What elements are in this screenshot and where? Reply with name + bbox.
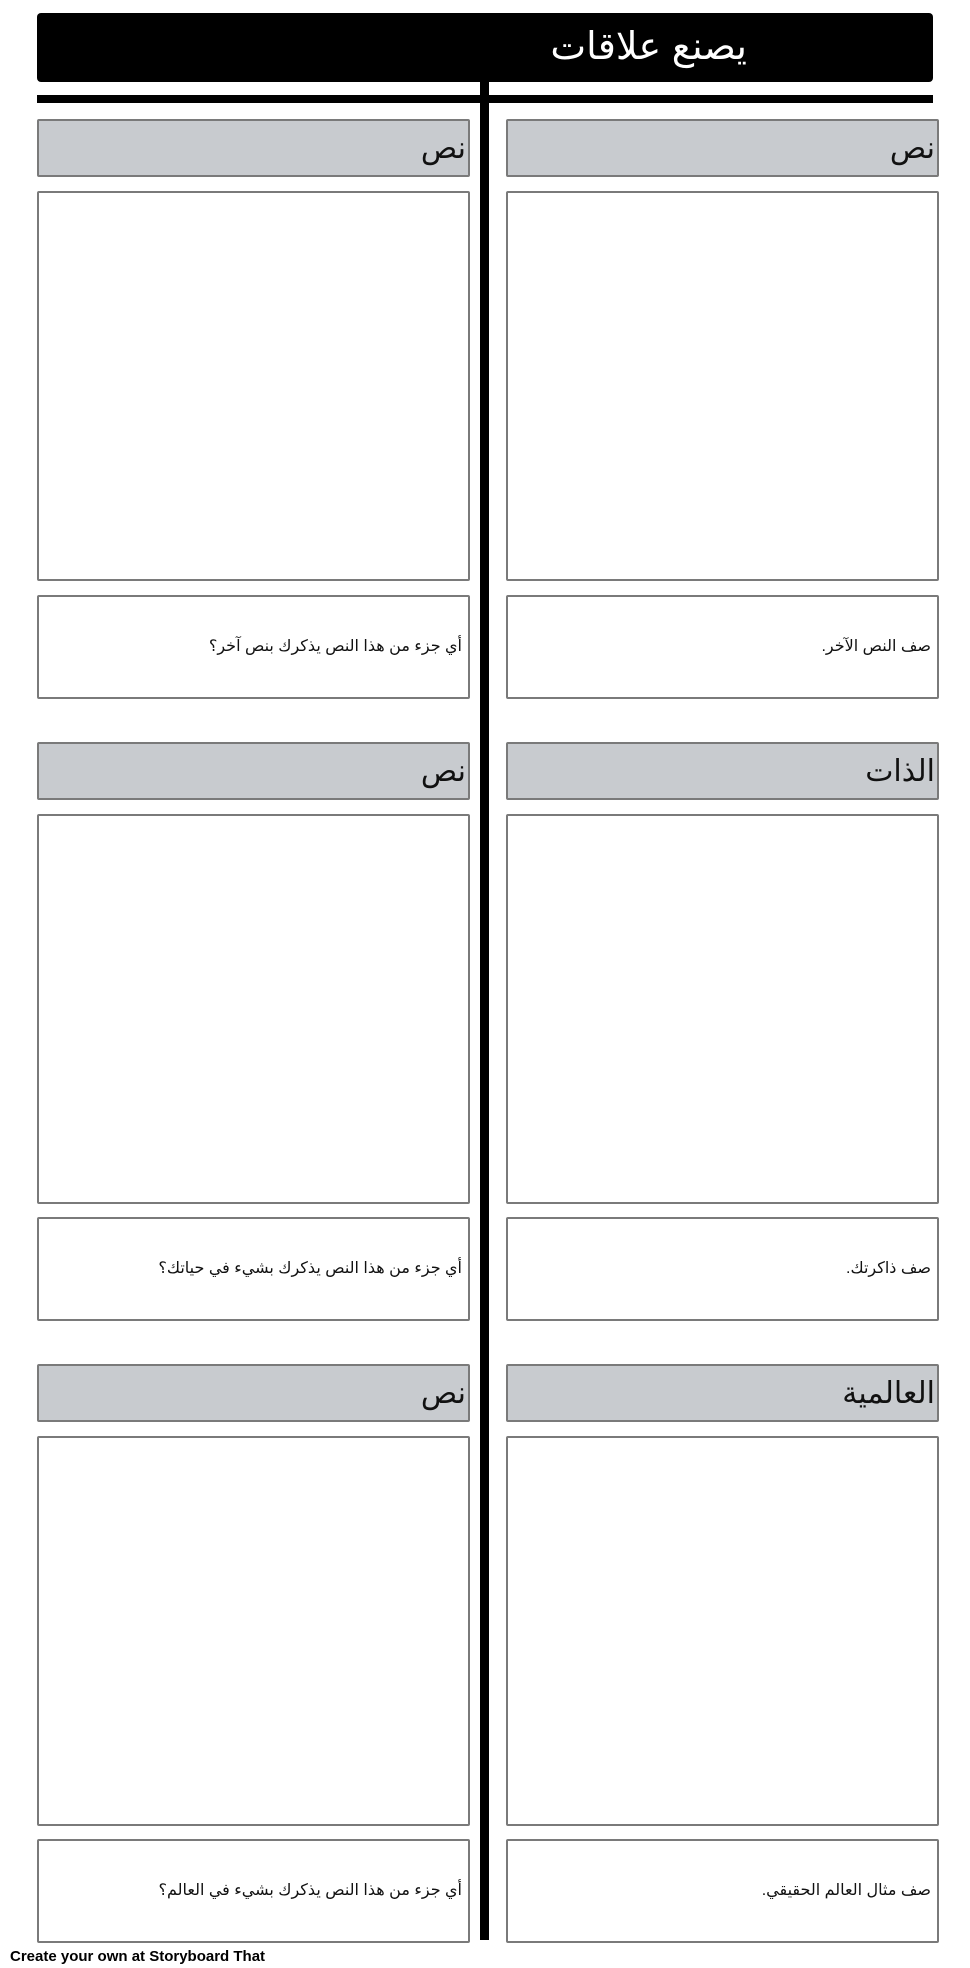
- cell-header-right-3: [506, 1364, 939, 1422]
- image-cell-right-3[interactable]: [506, 1436, 939, 1826]
- text-cell-right-1[interactable]: [506, 595, 939, 699]
- prompt-text: .صف مثال العالم الحقيقي: [761, 1882, 931, 1899]
- cell-header-left-1: [37, 119, 470, 177]
- prompt-text: .صف ذاكرتك: [846, 1260, 931, 1277]
- prompt-text: أي جزء من هذا النص يذكرك بنص آخر؟: [208, 638, 462, 655]
- cell-header-label: نص: [420, 755, 466, 788]
- text-cell-right-2[interactable]: [506, 1217, 939, 1321]
- prompt-text: .صف النص الآخر: [821, 638, 931, 655]
- image-cell-left-1[interactable]: [37, 191, 470, 581]
- text-cell-right-3[interactable]: [506, 1839, 939, 1943]
- cell-header-label: نص: [420, 1377, 466, 1410]
- cell-header-label: العالمية: [842, 1377, 935, 1410]
- image-cell-left-2[interactable]: [37, 814, 470, 1204]
- cell-header-label: نص: [889, 132, 935, 165]
- prompt-text: أي جزء من هذا النص يذكرك بشيء في العالم؟: [158, 1882, 462, 1899]
- image-cell-right-2[interactable]: [506, 814, 939, 1204]
- cell-header-label: نص: [420, 132, 466, 165]
- vertical-divider: [480, 80, 489, 1940]
- cell-header-left-3: [37, 1364, 470, 1422]
- image-cell-right-1[interactable]: [506, 191, 939, 581]
- footer-credit: Create your own at Storyboard That: [10, 1948, 266, 1965]
- image-cell-left-3[interactable]: [37, 1436, 470, 1826]
- cell-header-label: الذات: [865, 755, 935, 788]
- prompt-text: أي جزء من هذا النص يذكرك بشيء في حياتك؟: [158, 1260, 462, 1277]
- cell-header-right-1: [506, 119, 939, 177]
- page-title: يصنع علاقات: [550, 26, 747, 68]
- text-cell-left-1[interactable]: [37, 595, 470, 699]
- text-cell-left-3[interactable]: [37, 1839, 470, 1943]
- text-cell-left-2[interactable]: [37, 1217, 470, 1321]
- cell-header-left-2: [37, 742, 470, 800]
- cell-header-right-2: [506, 742, 939, 800]
- title-bar: [37, 13, 933, 82]
